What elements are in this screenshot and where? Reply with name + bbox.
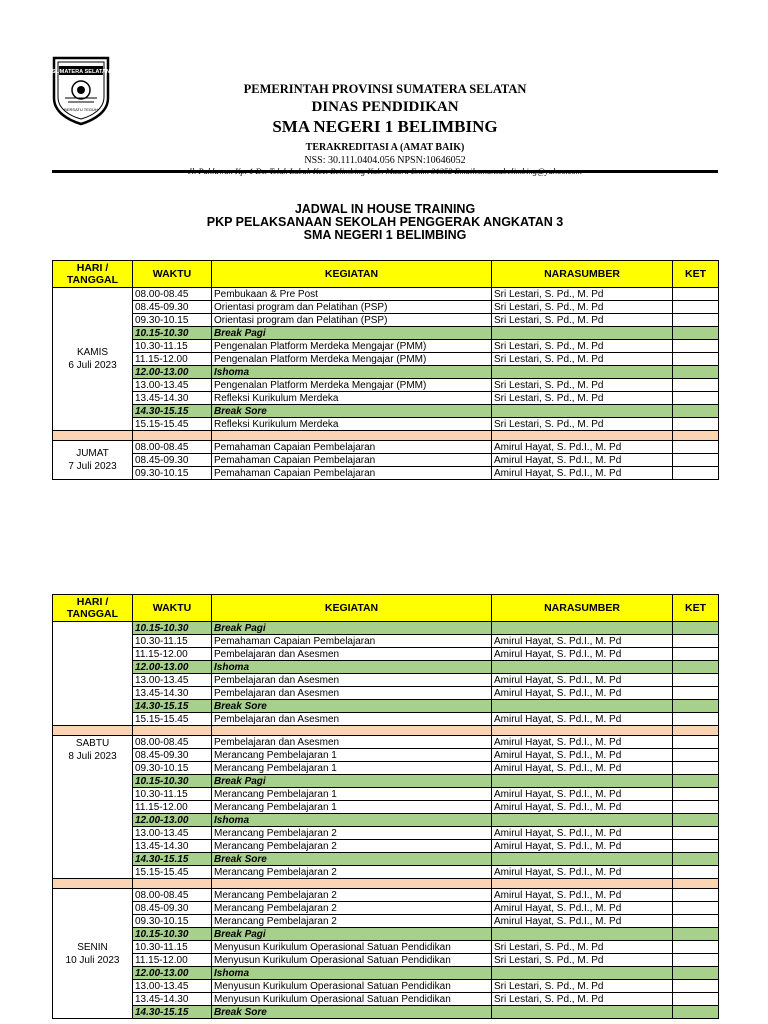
break-row <box>53 814 719 827</box>
logo-text-bottom: BERSATU TEGUH <box>64 107 98 112</box>
kegiatan-cell: Merancang Pembelajaran 2 <box>212 840 492 853</box>
kop-accreditation: TERAKREDITASI A (AMAT BAIK) <box>305 142 465 153</box>
ket-cell <box>673 700 719 713</box>
kegiatan-cell: Pembelajaran dan Asesmen <box>212 713 492 726</box>
schedule-row <box>53 980 719 993</box>
ket-cell <box>673 288 719 301</box>
kegiatan-cell: Menyusun Kurikulum Operasional Satuan Pendidikan <box>212 980 492 993</box>
kop-nss: NSS: 30.111.0404.056 NPSN:10646052 <box>304 155 466 166</box>
kegiatan-cell: Merancang Pembelajaran 2 <box>212 866 492 879</box>
table-header-row <box>53 261 719 288</box>
narasumber-cell: Sri Lestari, S. Pd., M. Pd <box>492 392 673 405</box>
narasumber-cell: Amirul Hayat, S. Pd.I., M. Pd <box>492 827 673 840</box>
separator-cell <box>673 879 719 889</box>
narasumber-cell: Amirul Hayat, S. Pd.I., M. Pd <box>492 866 673 879</box>
kegiatan-cell: Pemahaman Capaian Pembelajaran <box>212 467 492 480</box>
kegiatan-cell: Ishoma <box>212 814 492 827</box>
break-row <box>53 366 719 379</box>
kegiatan-cell: Break Sore <box>212 853 492 866</box>
waktu-cell: 08.00-08.45 <box>133 736 212 749</box>
kegiatan-cell: Pemahaman Capaian Pembelajaran <box>212 441 492 454</box>
narasumber-cell: Sri Lestari, S. Pd., M. Pd <box>492 993 673 1006</box>
schedule-row <box>53 353 719 366</box>
narasumber-cell <box>492 366 673 379</box>
separator-cell <box>133 431 212 441</box>
ket-cell <box>673 392 719 405</box>
day-cell <box>53 288 133 431</box>
separator-cell <box>492 726 673 736</box>
header-narasumber: NARASUMBER <box>492 595 673 622</box>
narasumber-cell <box>492 405 673 418</box>
waktu-cell: 15.15-15.45 <box>133 418 212 431</box>
waktu-cell: 10.15-10.30 <box>133 928 212 941</box>
title-line-2: PKP PELAKSANAAN SEKOLAH PENGGERAK ANGKATAN 3 <box>206 215 564 229</box>
schedule-row <box>53 467 719 480</box>
narasumber-cell: Sri Lestari, S. Pd., M. Pd <box>492 314 673 327</box>
day-cell <box>53 736 133 879</box>
waktu-cell: 09.30-10.15 <box>133 915 212 928</box>
ket-cell <box>673 418 719 431</box>
break-row <box>53 327 719 340</box>
narasumber-cell <box>492 814 673 827</box>
waktu-cell: 11.15-12.00 <box>133 353 212 366</box>
waktu-cell: 12.00-13.00 <box>133 814 212 827</box>
narasumber-cell: Amirul Hayat, S. Pd.I., M. Pd <box>492 713 673 726</box>
kegiatan-cell: Orientasi program dan Pelatihan (PSP) <box>212 314 492 327</box>
province-logo <box>50 54 112 126</box>
narasumber-cell: Sri Lestari, S. Pd., M. Pd <box>492 418 673 431</box>
ket-cell <box>673 788 719 801</box>
kegiatan-cell: Orientasi program dan Pelatihan (PSP) <box>212 301 492 314</box>
waktu-cell: 13.45-14.30 <box>133 993 212 1006</box>
kegiatan-cell: Pembelajaran dan Asesmen <box>212 736 492 749</box>
ket-cell <box>673 301 719 314</box>
ket-cell <box>673 379 719 392</box>
narasumber-cell: Amirul Hayat, S. Pd.I., M. Pd <box>492 749 673 762</box>
waktu-cell: 14.30-15.15 <box>133 405 212 418</box>
kegiatan-cell: Menyusun Kurikulum Operasional Satuan Pendidikan <box>212 941 492 954</box>
break-row <box>53 1006 719 1019</box>
day-cell <box>53 441 133 480</box>
title-line-1: JADWAL IN HOUSE TRAINING <box>294 202 476 216</box>
header-hari: HARI / TANGGAL <box>53 595 133 622</box>
ket-cell <box>673 954 719 967</box>
waktu-cell: 08.00-08.45 <box>133 441 212 454</box>
waktu-cell: 15.15-15.45 <box>133 713 212 726</box>
schedule-row <box>53 993 719 1006</box>
ket-cell <box>673 814 719 827</box>
title-line-3: SMA NEGERI 1 BELIMBING <box>303 228 467 242</box>
kegiatan-cell: Merancang Pembelajaran 2 <box>212 902 492 915</box>
schedule-row <box>53 379 719 392</box>
day-name: SENIN <box>77 941 108 953</box>
kegiatan-cell: Ishoma <box>212 366 492 379</box>
kegiatan-cell: Ishoma <box>212 661 492 674</box>
ket-cell <box>673 353 719 366</box>
schedule-row <box>53 889 719 902</box>
break-row <box>53 700 719 713</box>
waktu-cell: 13.00-13.45 <box>133 980 212 993</box>
ket-cell <box>673 736 719 749</box>
ket-cell <box>673 775 719 788</box>
waktu-cell: 12.00-13.00 <box>133 661 212 674</box>
day-cell <box>53 889 133 1019</box>
schedule-row <box>53 762 719 775</box>
kegiatan-cell: Pemahaman Capaian Pembelajaran <box>212 454 492 467</box>
ket-cell <box>673 853 719 866</box>
schedule-row <box>53 736 719 749</box>
break-row <box>53 853 719 866</box>
narasumber-cell: Amirul Hayat, S. Pd.I., M. Pd <box>492 441 673 454</box>
ket-cell <box>673 366 719 379</box>
ket-cell <box>673 941 719 954</box>
schedule-row <box>53 902 719 915</box>
kegiatan-cell: Pembelajaran dan Asesmen <box>212 648 492 661</box>
waktu-cell: 08.00-08.45 <box>133 889 212 902</box>
ket-cell <box>673 928 719 941</box>
separator-cell <box>673 431 719 441</box>
narasumber-cell <box>492 661 673 674</box>
waktu-cell: 13.00-13.45 <box>133 827 212 840</box>
ket-cell <box>673 801 719 814</box>
schedule-row <box>53 687 719 700</box>
ket-cell <box>673 635 719 648</box>
kegiatan-cell: Pengenalan Platform Merdeka Mengajar (PMM) <box>212 379 492 392</box>
kegiatan-cell: Pengenalan Platform Merdeka Mengajar (PMM) <box>212 340 492 353</box>
narasumber-cell <box>492 928 673 941</box>
narasumber-cell: Sri Lestari, S. Pd., M. Pd <box>492 379 673 392</box>
header-narasumber: NARASUMBER <box>492 261 673 288</box>
waktu-cell: 09.30-10.15 <box>133 314 212 327</box>
kegiatan-cell: Menyusun Kurikulum Operasional Satuan Pendidikan <box>212 954 492 967</box>
kegiatan-cell: Merancang Pembelajaran 2 <box>212 889 492 902</box>
waktu-cell: 14.30-15.15 <box>133 853 212 866</box>
waktu-cell: 10.15-10.30 <box>133 622 212 635</box>
kegiatan-cell: Pengenalan Platform Merdeka Mengajar (PMM) <box>212 353 492 366</box>
waktu-cell: 13.45-14.30 <box>133 392 212 405</box>
ket-cell <box>673 340 719 353</box>
kegiatan-cell: Break Pagi <box>212 327 492 340</box>
waktu-cell: 11.15-12.00 <box>133 648 212 661</box>
kegiatan-cell: Merancang Pembelajaran 1 <box>212 801 492 814</box>
schedule-row <box>53 441 719 454</box>
header-kegiatan: KEGIATAN <box>212 261 492 288</box>
day-name: KAMIS <box>76 347 109 358</box>
document-title <box>52 203 718 242</box>
waktu-cell: 10.30-11.15 <box>133 788 212 801</box>
kegiatan-cell: Pembelajaran dan Asesmen <box>212 674 492 687</box>
schedule-row <box>53 801 719 814</box>
ket-cell <box>673 915 719 928</box>
waktu-cell: 11.15-12.00 <box>133 801 212 814</box>
letterhead <box>130 80 640 177</box>
kegiatan-cell: Pemahaman Capaian Pembelajaran <box>212 635 492 648</box>
schedule-row <box>53 648 719 661</box>
narasumber-cell: Amirul Hayat, S. Pd.I., M. Pd <box>492 889 673 902</box>
break-row <box>53 967 719 980</box>
kegiatan-cell: Break Pagi <box>212 928 492 941</box>
waktu-cell: 15.15-15.45 <box>133 866 212 879</box>
narasumber-cell <box>492 967 673 980</box>
logo-text-top: SUMATERA SELATAN <box>51 69 111 75</box>
schedule-row <box>53 749 719 762</box>
kegiatan-cell: Merancang Pembelajaran 1 <box>212 788 492 801</box>
kop-school: SMA NEGERI 1 BELIMBING <box>272 117 498 136</box>
day-date: 7 Juli 2023 <box>68 461 117 472</box>
waktu-cell: 12.00-13.00 <box>133 366 212 379</box>
ket-cell <box>673 454 719 467</box>
header-ket: KET <box>673 261 719 288</box>
narasumber-cell: Amirul Hayat, S. Pd.I., M. Pd <box>492 840 673 853</box>
narasumber-cell: Amirul Hayat, S. Pd.I., M. Pd <box>492 902 673 915</box>
header-hari: HARI / TANGGAL <box>53 261 133 288</box>
ket-cell <box>673 889 719 902</box>
waktu-cell: 09.30-10.15 <box>133 467 212 480</box>
kegiatan-cell: Ishoma <box>212 967 492 980</box>
schedule-row <box>53 418 719 431</box>
separator-cell <box>212 431 492 441</box>
table-header-row <box>53 595 719 622</box>
schedule-row <box>53 915 719 928</box>
kegiatan-cell: Break Sore <box>212 1006 492 1019</box>
day-separator <box>53 726 719 736</box>
ket-cell <box>673 622 719 635</box>
schedule-row <box>53 866 719 879</box>
ket-cell <box>673 827 719 840</box>
kegiatan-cell: Break Pagi <box>212 775 492 788</box>
separator-cell <box>133 726 212 736</box>
ket-cell <box>673 327 719 340</box>
kop-agency: DINAS PENDIDIKAN <box>311 99 459 115</box>
schedule-row <box>53 301 719 314</box>
ket-cell <box>673 648 719 661</box>
kegiatan-cell: Pembelajaran dan Asesmen <box>212 687 492 700</box>
schedule-row <box>53 314 719 327</box>
schedule-row <box>53 288 719 301</box>
narasumber-cell: Sri Lestari, S. Pd., M. Pd <box>492 941 673 954</box>
schedule-row <box>53 840 719 853</box>
narasumber-cell: Amirul Hayat, S. Pd.I., M. Pd <box>492 674 673 687</box>
narasumber-cell <box>492 1006 673 1019</box>
waktu-cell: 14.30-15.15 <box>133 1006 212 1019</box>
ket-cell <box>673 1006 719 1019</box>
narasumber-cell <box>492 327 673 340</box>
break-row <box>53 928 719 941</box>
waktu-cell: 11.15-12.00 <box>133 954 212 967</box>
break-row <box>53 775 719 788</box>
schedule-row <box>53 788 719 801</box>
separator-cell <box>133 879 212 889</box>
waktu-cell: 08.00-08.45 <box>133 288 212 301</box>
waktu-cell: 13.45-14.30 <box>133 687 212 700</box>
header-waktu: WAKTU <box>133 261 212 288</box>
waktu-cell: 10.30-11.15 <box>133 635 212 648</box>
ket-cell <box>673 467 719 480</box>
break-row <box>53 661 719 674</box>
ket-cell <box>673 674 719 687</box>
waktu-cell: 09.30-10.15 <box>133 762 212 775</box>
waktu-cell: 08.45-09.30 <box>133 301 212 314</box>
kegiatan-cell: Merancang Pembelajaran 1 <box>212 762 492 775</box>
narasumber-cell: Sri Lestari, S. Pd., M. Pd <box>492 301 673 314</box>
kegiatan-cell: Pembukaan & Pre Post <box>212 288 492 301</box>
ket-cell <box>673 441 719 454</box>
kegiatan-cell: Menyusun Kurikulum Operasional Satuan Pendidikan <box>212 993 492 1006</box>
day-cell <box>53 622 133 726</box>
day-name: SABTU <box>75 738 110 749</box>
ket-cell <box>673 314 719 327</box>
day-date: 10 Juli 2023 <box>65 954 120 966</box>
ket-cell <box>673 967 719 980</box>
waktu-cell: 14.30-15.15 <box>133 700 212 713</box>
narasumber-cell: Amirul Hayat, S. Pd.I., M. Pd <box>492 467 673 480</box>
narasumber-cell: Amirul Hayat, S. Pd.I., M. Pd <box>492 915 673 928</box>
ket-cell <box>673 980 719 993</box>
schedule-row <box>53 392 719 405</box>
narasumber-cell: Sri Lestari, S. Pd., M. Pd <box>492 954 673 967</box>
narasumber-cell: Sri Lestari, S. Pd., M. Pd <box>492 288 673 301</box>
kegiatan-cell: Refleksi Kurikulum Merdeka <box>212 392 492 405</box>
waktu-cell: 10.30-11.15 <box>133 941 212 954</box>
day-separator <box>53 879 719 889</box>
narasumber-cell: Amirul Hayat, S. Pd.I., M. Pd <box>492 648 673 661</box>
schedule-row <box>53 827 719 840</box>
separator-cell <box>212 879 492 889</box>
ket-cell <box>673 762 719 775</box>
kegiatan-cell: Break Sore <box>212 405 492 418</box>
ket-cell <box>673 902 719 915</box>
day-date: 6 Juli 2023 <box>68 360 117 371</box>
narasumber-cell <box>492 622 673 635</box>
ket-cell <box>673 840 719 853</box>
narasumber-cell: Sri Lestari, S. Pd., M. Pd <box>492 980 673 993</box>
kegiatan-cell: Merancang Pembelajaran 1 <box>212 749 492 762</box>
waktu-cell: 12.00-13.00 <box>133 967 212 980</box>
narasumber-cell: Amirul Hayat, S. Pd.I., M. Pd <box>492 736 673 749</box>
waktu-cell: 13.00-13.45 <box>133 674 212 687</box>
waktu-cell: 10.15-10.30 <box>133 775 212 788</box>
schedule-table-1 <box>52 260 719 480</box>
waktu-cell: 13.45-14.30 <box>133 840 212 853</box>
day-date: 8 Juli 2023 <box>68 751 117 762</box>
break-row <box>53 405 719 418</box>
kegiatan-cell: Break Pagi <box>212 622 492 635</box>
separator-cell <box>53 431 133 441</box>
ket-cell <box>673 687 719 700</box>
waktu-cell: 08.45-09.30 <box>133 454 212 467</box>
kop-government: PEMERINTAH PROVINSI SUMATERA SELATAN <box>243 82 527 96</box>
schedule-row <box>53 340 719 353</box>
narasumber-cell: Amirul Hayat, S. Pd.I., M. Pd <box>492 788 673 801</box>
header-kegiatan: KEGIATAN <box>212 595 492 622</box>
ket-cell <box>673 866 719 879</box>
waktu-cell: 13.00-13.45 <box>133 379 212 392</box>
day-name: JUMAT <box>76 448 109 459</box>
narasumber-cell: Amirul Hayat, S. Pd.I., M. Pd <box>492 635 673 648</box>
ket-cell <box>673 749 719 762</box>
waktu-cell: 08.45-09.30 <box>133 902 212 915</box>
separator-cell <box>212 726 492 736</box>
schedule-row <box>53 454 719 467</box>
kegiatan-cell: Refleksi Kurikulum Merdeka <box>212 418 492 431</box>
kegiatan-cell: Break Sore <box>212 700 492 713</box>
ket-cell <box>673 713 719 726</box>
ket-cell <box>673 993 719 1006</box>
narasumber-cell: Amirul Hayat, S. Pd.I., M. Pd <box>492 454 673 467</box>
letterhead-divider <box>52 170 718 173</box>
narasumber-cell: Sri Lestari, S. Pd., M. Pd <box>492 353 673 366</box>
ket-cell <box>673 405 719 418</box>
narasumber-cell: Sri Lestari, S. Pd., M. Pd <box>492 340 673 353</box>
separator-cell <box>53 879 133 889</box>
schedule-row <box>53 941 719 954</box>
schedule-row <box>53 954 719 967</box>
schedule-row <box>53 674 719 687</box>
separator-cell <box>492 431 673 441</box>
waktu-cell: 10.30-11.15 <box>133 340 212 353</box>
header-waktu: WAKTU <box>133 595 212 622</box>
narasumber-cell: Amirul Hayat, S. Pd.I., M. Pd <box>492 762 673 775</box>
schedule-row <box>53 635 719 648</box>
narasumber-cell <box>492 775 673 788</box>
narasumber-cell <box>492 700 673 713</box>
separator-cell <box>53 726 133 736</box>
kegiatan-cell: Merancang Pembelajaran 2 <box>212 827 492 840</box>
waktu-cell: 10.15-10.30 <box>133 327 212 340</box>
break-row <box>53 622 719 635</box>
narasumber-cell <box>492 853 673 866</box>
separator-cell <box>492 879 673 889</box>
ket-cell <box>673 661 719 674</box>
kegiatan-cell: Merancang Pembelajaran 2 <box>212 915 492 928</box>
narasumber-cell: Amirul Hayat, S. Pd.I., M. Pd <box>492 687 673 700</box>
waktu-cell: 08.45-09.30 <box>133 749 212 762</box>
narasumber-cell: Amirul Hayat, S. Pd.I., M. Pd <box>492 801 673 814</box>
separator-cell <box>673 726 719 736</box>
schedule-table-2 <box>52 594 719 1019</box>
schedule-row <box>53 713 719 726</box>
header-ket: KET <box>673 595 719 622</box>
day-separator <box>53 431 719 441</box>
